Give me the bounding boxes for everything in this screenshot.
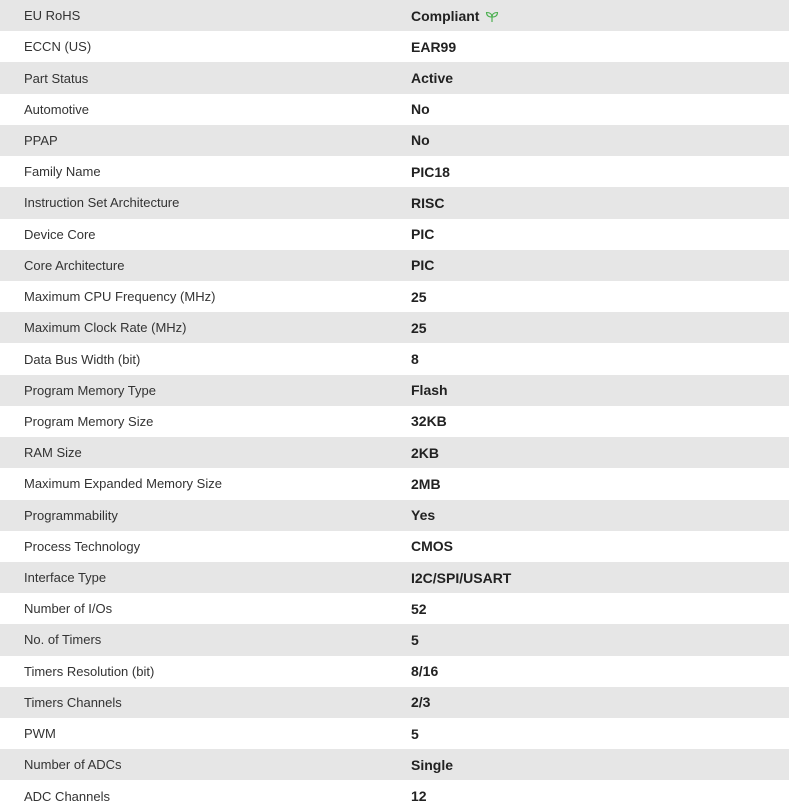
table-row — [0, 562, 789, 593]
spec-value: PIC18 — [411, 163, 450, 180]
spec-label: RAM Size — [24, 445, 82, 461]
table-row — [0, 250, 789, 281]
spec-label: PPAP — [24, 132, 58, 148]
spec-label: Timers Resolution (bit) — [24, 663, 155, 679]
spec-label: ADC Channels — [24, 788, 110, 804]
spec-label: Number of ADCs — [24, 757, 122, 773]
table-row — [0, 593, 789, 624]
table-row — [0, 156, 789, 187]
spec-value: RISC — [411, 194, 445, 211]
spec-label: Part Status — [24, 70, 89, 86]
table-row — [0, 624, 789, 655]
spec-value: 52 — [411, 600, 427, 617]
table-row — [0, 0, 789, 31]
spec-value: PIC — [411, 226, 435, 243]
spec-value: 8/16 — [411, 663, 439, 680]
spec-label: Data Bus Width (bit) — [24, 351, 141, 367]
spec-value: EAR99 — [411, 38, 457, 55]
spec-value: 25 — [411, 288, 427, 305]
rohs-leaf-icon — [485, 11, 499, 23]
spec-label: Number of I/Os — [24, 601, 113, 617]
spec-value: 2/3 — [411, 694, 431, 711]
spec-label: No. of Timers — [24, 632, 102, 648]
table-row — [0, 31, 789, 62]
spec-label: Interface Type — [24, 570, 107, 586]
table-row — [0, 749, 789, 780]
table-row — [0, 343, 789, 374]
table-row — [0, 531, 789, 562]
spec-value: 2MB — [411, 475, 441, 492]
table-row — [0, 687, 789, 718]
spec-label: Program Memory Type — [24, 382, 156, 398]
table-row — [0, 406, 789, 437]
spec-label: Instruction Set Architecture — [24, 195, 180, 211]
spec-value: Flash — [411, 382, 448, 399]
table-row — [0, 375, 789, 406]
spec-label: Core Architecture — [24, 257, 125, 273]
spec-label: Timers Channels — [24, 694, 122, 710]
spec-value: I2C/SPI/USART — [411, 569, 512, 586]
spec-label: Program Memory Size — [24, 413, 154, 429]
table-row — [0, 780, 789, 811]
spec-value: CMOS — [411, 538, 453, 555]
spec-value: Yes — [411, 507, 436, 524]
spec-value: PIC — [411, 257, 435, 274]
spec-value: Active — [411, 70, 454, 87]
table-row — [0, 656, 789, 687]
spec-value: 8 — [411, 351, 419, 368]
spec-value: 25 — [411, 319, 427, 336]
spec-label: Automotive — [24, 101, 90, 117]
table-row — [0, 500, 789, 531]
spec-value: 32KB — [411, 413, 447, 430]
table-row — [0, 718, 789, 749]
spec-value: Compliant — [411, 7, 480, 24]
spec-value: No — [411, 101, 430, 118]
table-row — [0, 468, 789, 499]
spec-value: 2KB — [411, 444, 440, 461]
spec-label: Maximum Expanded Memory Size — [24, 476, 222, 492]
table-row — [0, 187, 789, 218]
table-row — [0, 94, 789, 125]
spec-value: Single — [411, 756, 454, 773]
spec-label: Process Technology — [24, 538, 141, 554]
spec-value: 12 — [411, 788, 427, 805]
spec-label: Programmability — [24, 507, 118, 523]
spec-label: ECCN (US) — [24, 39, 92, 55]
table-row — [0, 437, 789, 468]
spec-label: Maximum CPU Frequency (MHz) — [24, 289, 216, 305]
table-row — [0, 281, 789, 312]
table-row — [0, 62, 789, 93]
spec-value: 5 — [411, 725, 419, 742]
table-row — [0, 219, 789, 250]
table-row — [0, 125, 789, 156]
spec-label: Family Name — [24, 164, 101, 180]
spec-label: Maximum Clock Rate (MHz) — [24, 320, 187, 336]
spec-label: EU RoHS — [24, 8, 81, 24]
spec-label: PWM — [24, 726, 56, 742]
spec-label: Device Core — [24, 226, 96, 242]
table-row — [0, 312, 789, 343]
spec-value: 5 — [411, 631, 419, 648]
spec-value: No — [411, 132, 430, 149]
